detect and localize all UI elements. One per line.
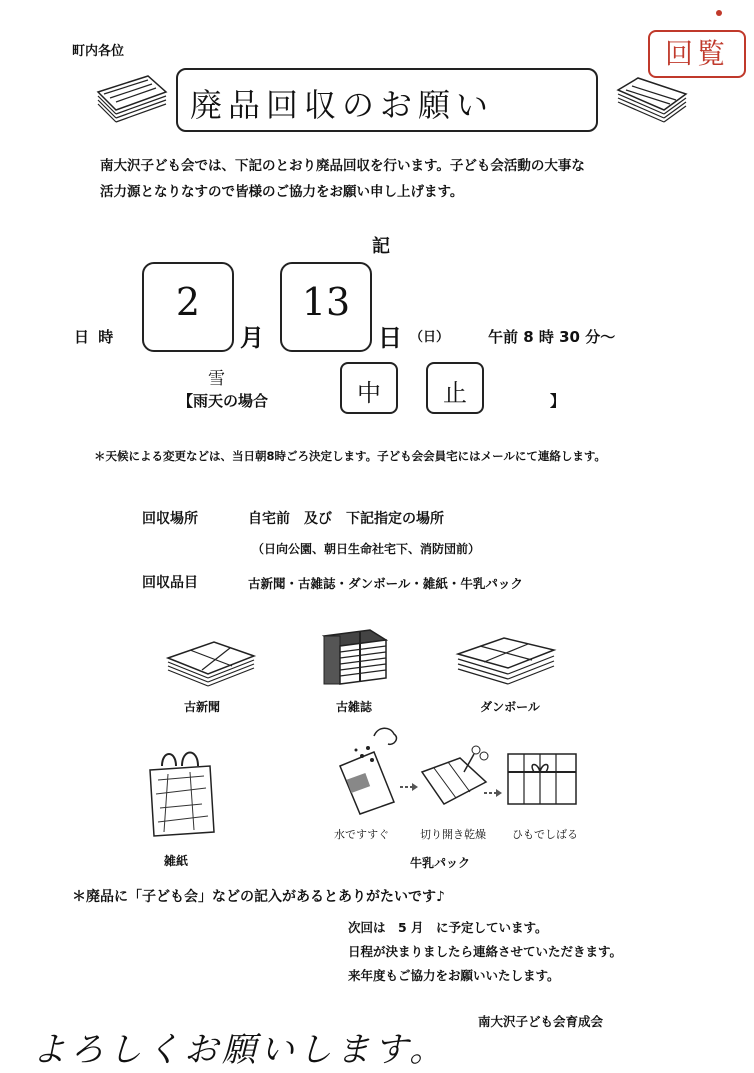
- milk-pack-label: 牛乳パック: [410, 856, 471, 870]
- handwritten-closing: よろしくお願いします。: [32, 1030, 448, 1070]
- newspaper-label: 古新聞: [184, 700, 221, 714]
- paper-pile-icon-right: [612, 72, 690, 128]
- start-time: 午前 8 時 30 分～: [488, 328, 616, 346]
- milk-step-3: ひもでしばる: [512, 828, 578, 841]
- circulation-stamp: [648, 30, 746, 78]
- misc-paper-label: 雑紙: [164, 854, 189, 868]
- day-unit: 日: [378, 324, 402, 352]
- circulation-stamp-text: 回覧: [664, 37, 729, 70]
- newspaper-bundle-icon: [162, 636, 258, 692]
- month-box: [142, 262, 234, 352]
- ki-label: 記: [372, 236, 390, 257]
- arrow-icon-2: [484, 788, 502, 798]
- tied-cartons-icon: [504, 750, 580, 810]
- place-detail: （日向公園、朝日生命社宅下、消防団前）: [252, 542, 481, 556]
- decision-text-2: 止: [443, 379, 467, 407]
- next-info-line-1: 次回は 5 月 に予定しています。: [348, 920, 548, 935]
- schedule-label: 日 時: [74, 328, 116, 346]
- cut-open-carton-icon: [420, 742, 490, 808]
- month-value: 2: [175, 280, 201, 324]
- rain-close: 】: [550, 392, 566, 410]
- paper-bag-icon: [144, 744, 218, 840]
- page-title: 廃品回収のお願い: [190, 86, 495, 124]
- intro-line-1: 南大沢子ども会では、下記のとおり廃品回収を行います。子ども会活動の大事な: [100, 158, 585, 174]
- red-dot: [716, 10, 722, 16]
- day-box: [280, 262, 372, 352]
- next-info-line-2: 日程が決まりましたら連絡させていただきます。: [348, 944, 623, 959]
- decision-text-1: 中: [357, 379, 381, 407]
- decision-box-1: [340, 362, 398, 414]
- day-value: 13: [301, 280, 351, 324]
- rain-label: 【雨天の場合: [178, 392, 269, 410]
- title-box: [176, 68, 598, 132]
- decision-box-2: [426, 362, 484, 414]
- cardboard-bundle-icon: [454, 632, 558, 690]
- rain-correction: 雪: [208, 369, 225, 389]
- weekday: （日）: [410, 330, 450, 345]
- place-value: 自宅前 及び 下記指定の場所: [248, 511, 444, 527]
- items-label: 回収品目: [142, 575, 198, 591]
- next-info-line-3: 来年度もご協力をお願いいたします。: [348, 968, 560, 983]
- weather-note: ＊天候による変更などは、当日朝8時ごろ決定します。子ども会会員宅にはメールにて連絡します。: [94, 449, 606, 463]
- organizer: 南大沢子ども会育成会: [478, 1014, 604, 1029]
- cardboard-label: ダンボール: [480, 700, 540, 714]
- rinse-carton-icon: [334, 722, 406, 816]
- paper-pile-icon: [92, 68, 170, 124]
- milk-step-1: 水ですすぐ: [334, 828, 390, 841]
- place-label: 回収場所: [142, 511, 198, 527]
- request-note: ＊廃品に「子ども会」などの記入があるとありがたいです♪: [72, 889, 445, 905]
- items-value: 古新聞・古雑誌・ダンボール・雑紙・牛乳パック: [248, 576, 523, 591]
- magazine-bundle-icon: [320, 626, 390, 690]
- magazine-label: 古雑誌: [336, 700, 373, 714]
- month-unit: 月: [240, 324, 264, 352]
- arrow-icon-1: [400, 782, 418, 792]
- milk-step-2: 切り開き乾燥: [420, 828, 486, 841]
- intro-line-2: 活力源となりなすので皆様のご協力をお願い申し上げます。: [100, 184, 464, 200]
- recipient: 町内各位: [72, 44, 125, 59]
